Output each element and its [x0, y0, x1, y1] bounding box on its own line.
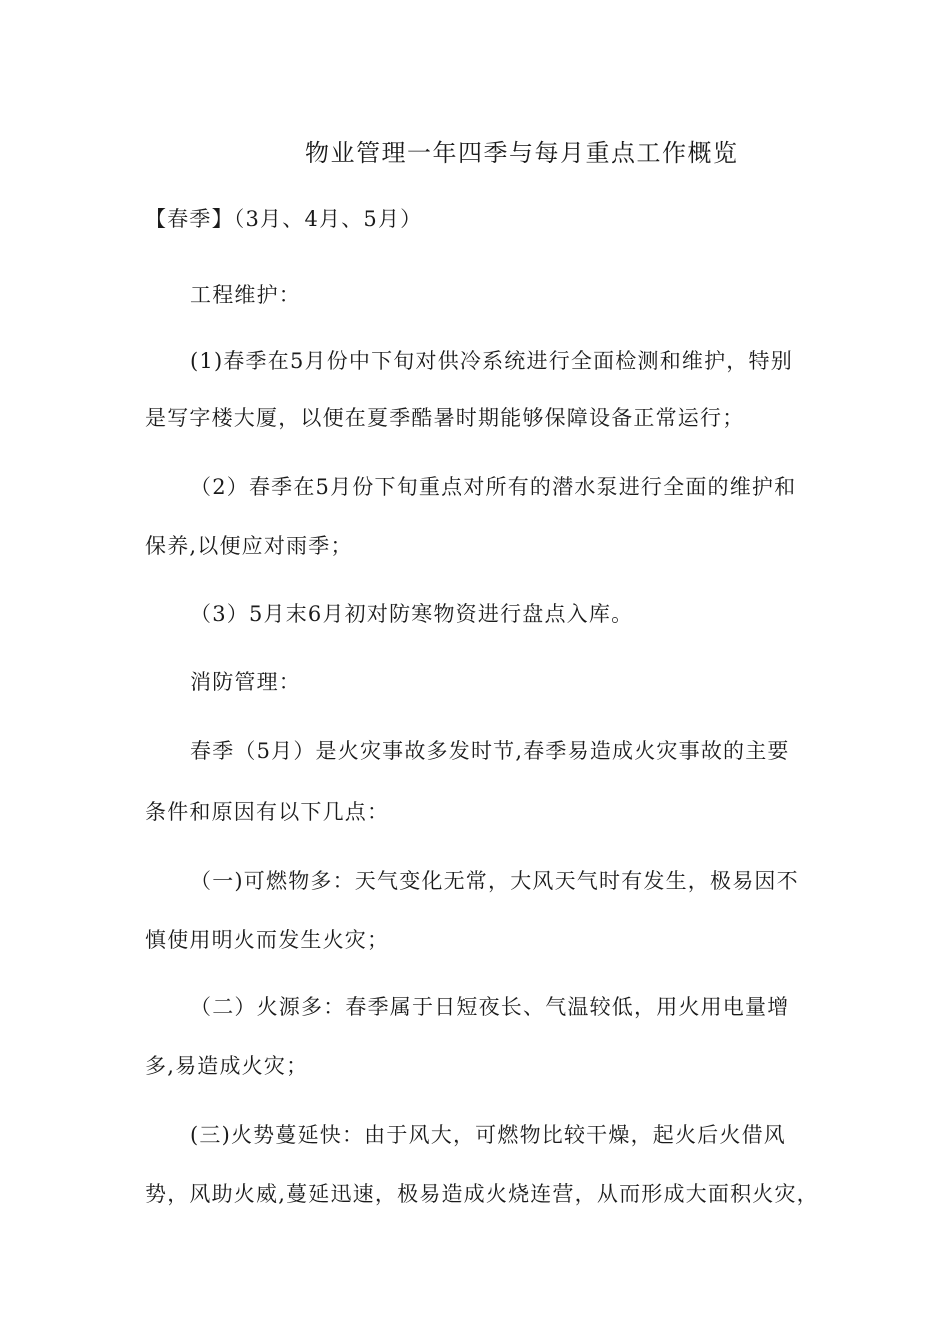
paragraph-line: （二）火源多：春季属于日短夜长、气温较低，用火用电量增 [190, 995, 790, 1019]
paragraph-line: 春季（5月）是火灾事故多发时节,春季易造成火灾事故的主要 [190, 739, 790, 763]
paragraph-line: (1)春季在5月份中下旬对供冷系统进行全面检测和维护，特别 [190, 349, 793, 373]
paragraph-line: （一)可燃物多：天气变化无常，大风天气时有发生，极易因不 [190, 869, 799, 893]
paragraph-line: 势，风助火威,蔓延迅速，极易造成火烧连营，从而形成大面积火灾， [145, 1182, 819, 1206]
paragraph-line: 是写字楼大厦，以便在夏季酷暑时期能够保障设备正常运行； [145, 406, 745, 430]
paragraph-line: （2）春季在5月份下旬重点对所有的潜水泵进行全面的维护和 [190, 475, 797, 499]
paragraph-line: 慎使用明火而发生火灾； [145, 928, 390, 952]
season-heading-spring: 【春季】（3月、4月、5月） [145, 207, 423, 231]
document-title: 物业管理一年四季与每月重点工作概览 [305, 139, 739, 167]
section-heading-engineering: 工程维护： [190, 283, 301, 307]
paragraph-line: （3）5月末6月初对防寒物资进行盘点入库。 [190, 602, 634, 626]
paragraph-line: 保养,以便应对雨季； [145, 534, 353, 558]
paragraph-line: (三)火势蔓延快：由于风大，可燃物比较干燥，起火后火借风 [190, 1123, 786, 1147]
paragraph-line: 条件和原因有以下几点： [145, 800, 390, 824]
paragraph-line: 多,易造成火灾； [145, 1054, 309, 1078]
section-heading-fire: 消防管理： [190, 670, 301, 694]
